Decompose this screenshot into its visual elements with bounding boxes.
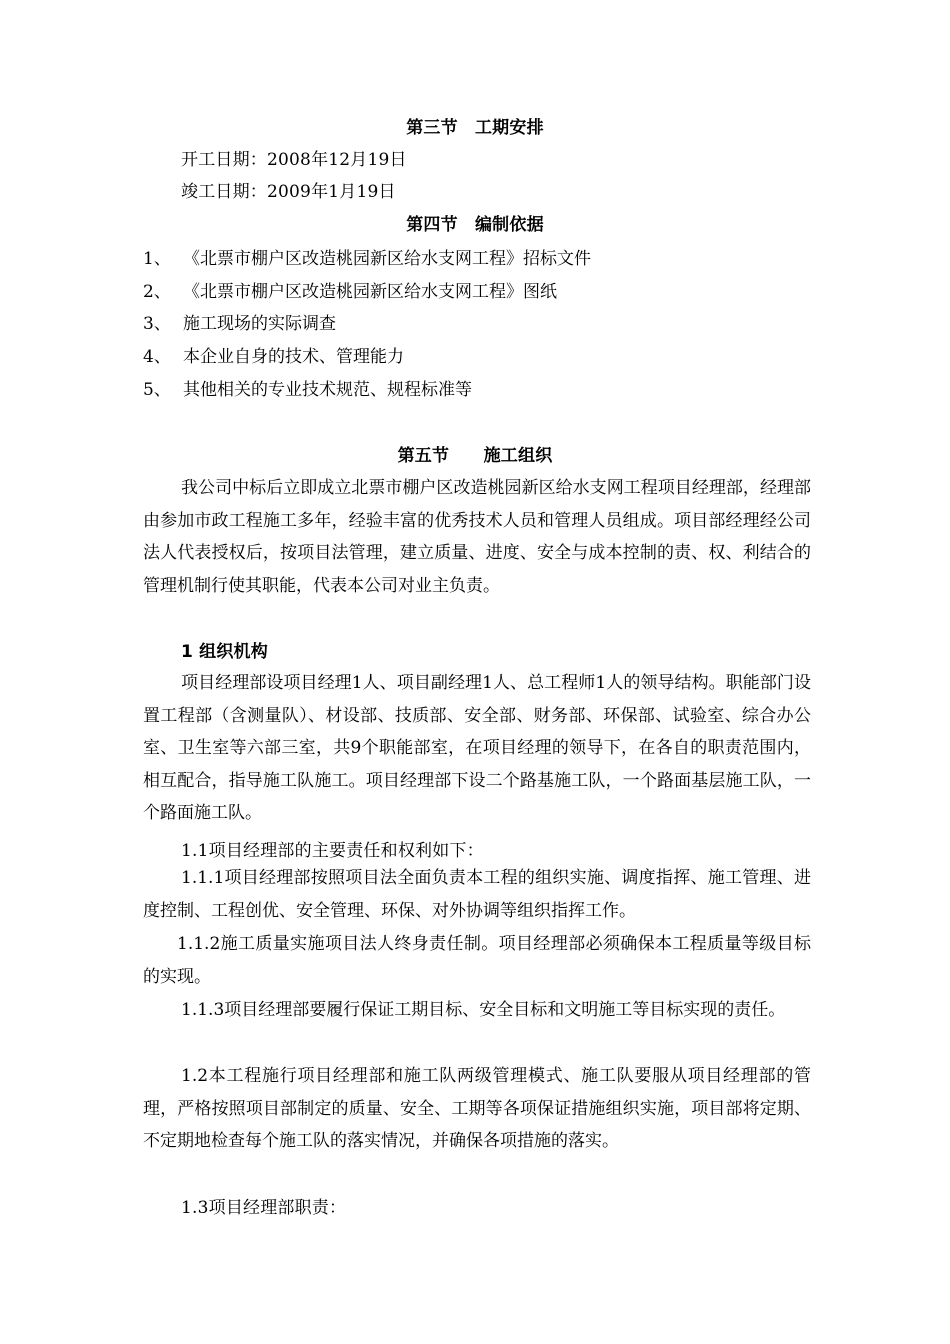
clause-1-1-3 bbox=[143, 994, 811, 1027]
basis-list-item bbox=[143, 313, 336, 335]
end-date: 竣工日期：2009年1月19日 bbox=[181, 182, 396, 202]
list-text: 《北票市棚户区改造桃园新区给水支网工程》图纸 bbox=[183, 282, 557, 302]
clause-1-1-2 bbox=[143, 928, 811, 993]
list-number: 4、 bbox=[143, 347, 171, 367]
org-heading: 1 组织机构 bbox=[181, 642, 268, 662]
clause-1-3: 1.3项目经理部职责： bbox=[181, 1198, 347, 1218]
list-number: 3、 bbox=[143, 314, 171, 334]
list-text: 本企业自身的技术、管理能力 bbox=[183, 347, 404, 367]
basis-list-item bbox=[143, 248, 591, 270]
section4-title: 第四节 编制依据 bbox=[406, 215, 544, 235]
basis-list-item bbox=[143, 281, 557, 303]
list-number: 2、 bbox=[143, 282, 171, 302]
clause-1-1-1 bbox=[143, 862, 811, 927]
clause-text: 1.1.3项目经理部要履行保证工期目标、安全目标和文明施工等目标实现的责任。 bbox=[181, 1000, 786, 1020]
org-paragraph bbox=[143, 667, 811, 830]
section5-title: 第五节 施工组织 bbox=[397, 446, 553, 466]
list-text: 《北票市棚户区改造桃园新区给水支网工程》招标文件 bbox=[183, 249, 591, 269]
basis-list-item bbox=[143, 379, 472, 401]
clause-1-1: 1.1项目经理部的主要责任和权利如下： bbox=[181, 841, 484, 861]
clause-text: 1.2本工程施行项目经理部和施工队两级管理模式、施工队要服从项目经理部的管理，严格按照项目部制定的质量、安全、工期等各项保证措施组织实施，项目部将定期、不定期地检查每个施工队的落实情况，并确保各项措施的落实。 bbox=[143, 1066, 811, 1152]
section3-title: 第三节 工期安排 bbox=[406, 118, 544, 138]
clause-text: 1.1.1项目经理部按照项目法全面负责本工程的组织实施、调度指挥、施工管理、进度控制、工程创优、安全管理、环保、对外协调等组织指挥工作。 bbox=[143, 868, 811, 921]
list-text: 其他相关的专业技术规范、规程标准等 bbox=[183, 380, 472, 400]
intro-paragraph bbox=[143, 472, 811, 602]
list-text: 施工现场的实际调查 bbox=[183, 314, 336, 334]
clause-text: 1.1.2施工质量实施项目法人终身责任制。项目经理部必须确保本工程质量等级目标的实现。 bbox=[143, 934, 811, 987]
list-number: 5、 bbox=[143, 380, 171, 400]
list-number: 1、 bbox=[143, 249, 171, 269]
org-text: 项目经理部设项目经理1人、项目副经理1人、总工程师1人的领导结构。职能部门设置工程部（含测量队）、材设部、技质部、安全部、财务部、环保部、试验室、综合办公室、卫生室等六部三室，共9个职能部室，在项目经理的领导下，在各自的职责范围内，相互配合，指导施工队施工。项目经理部下设二个路基施工队，一个路面基层施工队，一个路面施工队。 bbox=[143, 673, 811, 824]
intro-text: 我公司中标后立即成立北票市棚户区改造桃园新区给水支网工程项目经理部，经理部由参加市政工程施工多年，经验丰富的优秀技术人员和管理人员组成。项目部经理经公司法人代表授权后，按项目法管理，建立质量、进度、安全与成本控制的责、权、利结合的管理机制行使其职能，代表本公司对业主负责。 bbox=[143, 478, 811, 596]
clause-1-2 bbox=[143, 1060, 811, 1158]
basis-list-item bbox=[143, 346, 404, 368]
start-date: 开工日期：2008年12月19日 bbox=[181, 150, 407, 170]
